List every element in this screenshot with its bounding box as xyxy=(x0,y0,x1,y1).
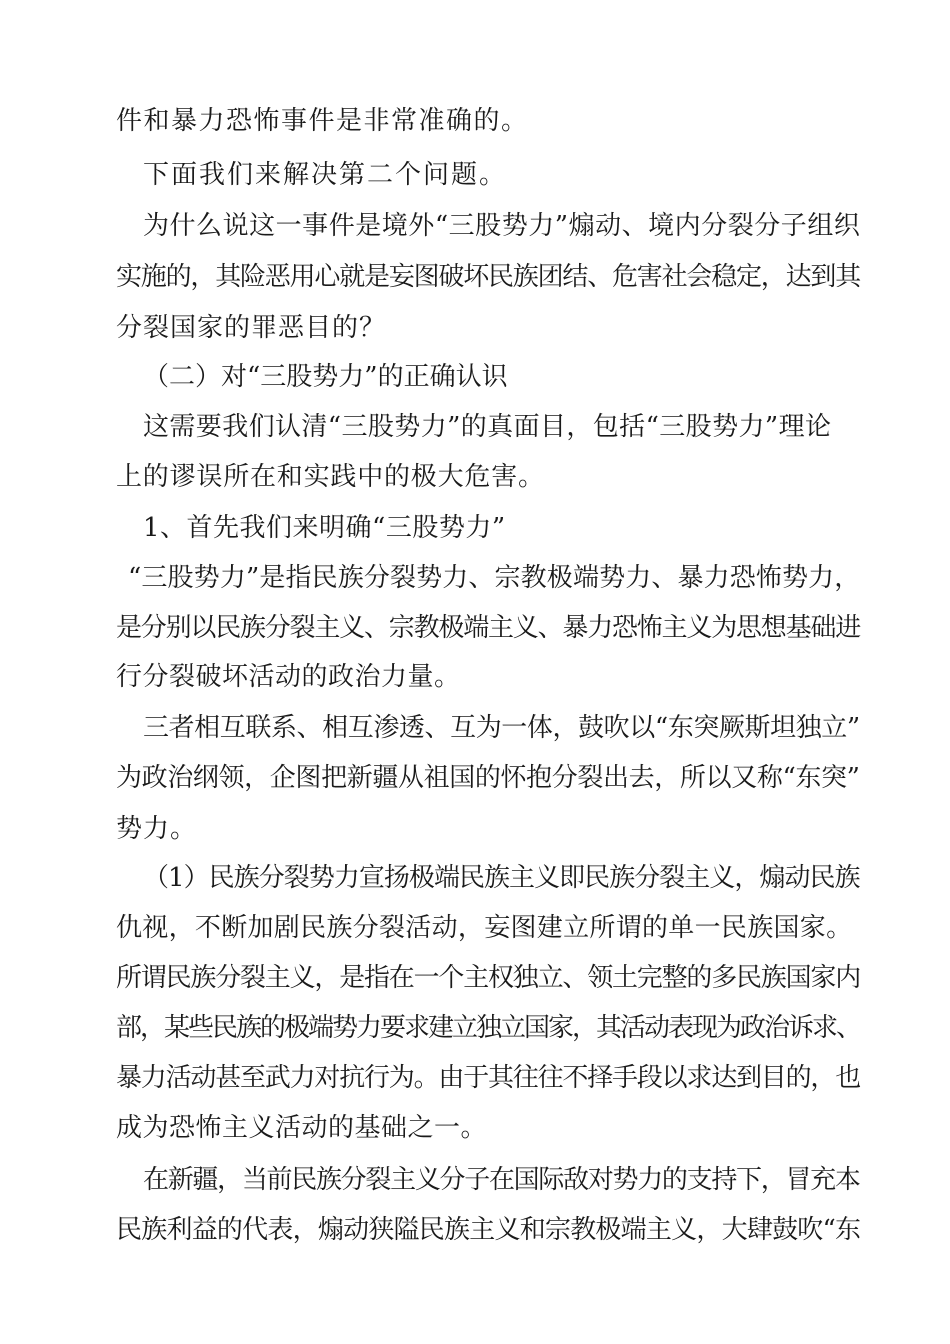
text-line: 这需要我们认清“三股势力”的真面目，包括“三股势力”理论 xyxy=(143,412,832,442)
text-line: 所谓民族分裂主义，是指在一个主权独立、领土完整的多民族国家内 xyxy=(116,963,861,993)
text-line: 势力。 xyxy=(116,814,198,844)
text-line: 下面我们来解决第二个问题。 xyxy=(143,160,508,190)
text-line: 为什么说这一事件是境外“三股势力”煽动、境内分裂分子组织 xyxy=(143,211,861,241)
text-line: 行分裂破坏活动的政治力量。 xyxy=(116,662,461,692)
text-line: 三者相互联系、相互渗透、互为一体，鼓吹以“东突厥斯坦独立” xyxy=(143,713,860,743)
text-line: 实施的，其险恶用心就是妄图破坏民族团结、危害社会稳定，达到其 xyxy=(116,262,861,292)
text-line: 部，某些民族的极端势力要求建立独立国家，其活动表现为政治诉求、 xyxy=(116,1013,861,1043)
section-heading: （二）对“三股势力”的正确认识 xyxy=(143,362,508,392)
subsection-heading: 1、首先我们来明确“三股势力” xyxy=(143,513,506,543)
text-line: 为政治纲领，企图把新疆从祖国的怀抱分裂出去，所以又称“东突” xyxy=(116,763,860,793)
text-line: “三股势力”是指民族分裂势力、宗教极端势力、暴力恐怖势力， xyxy=(128,563,861,593)
text-line: 是分别以民族分裂主义、宗教极端主义、暴力恐怖主义为思想基础进 xyxy=(116,613,861,643)
text-line: 民族利益的代表，煽动狭隘民族主义和宗教极端主义，大肆鼓吹“东 xyxy=(116,1215,861,1245)
text-line: 件和暴力恐怖事件是非常准确的。 xyxy=(116,106,529,136)
text-line: 成为恐怖主义活动的基础之一。 xyxy=(116,1113,488,1143)
text-line: 在新疆，当前民族分裂主义分子在国际敌对势力的支持下，冒充本 xyxy=(143,1165,860,1195)
text-line: （1）民族分裂势力宣扬极端民族主义即民族分裂主义，煽动民族 xyxy=(143,863,860,893)
text-line: 分裂国家的罪恶目的？ xyxy=(116,313,387,343)
text-line: 上的谬误所在和实践中的极大危害。 xyxy=(116,462,545,492)
text-line: 仇视，不断加剧民族分裂活动，妄图建立所谓的单一民族国家。 xyxy=(116,913,853,943)
text-line: 暴力活动甚至武力对抗行为。由于其往往不择手段以求达到目的，也 xyxy=(116,1063,861,1093)
